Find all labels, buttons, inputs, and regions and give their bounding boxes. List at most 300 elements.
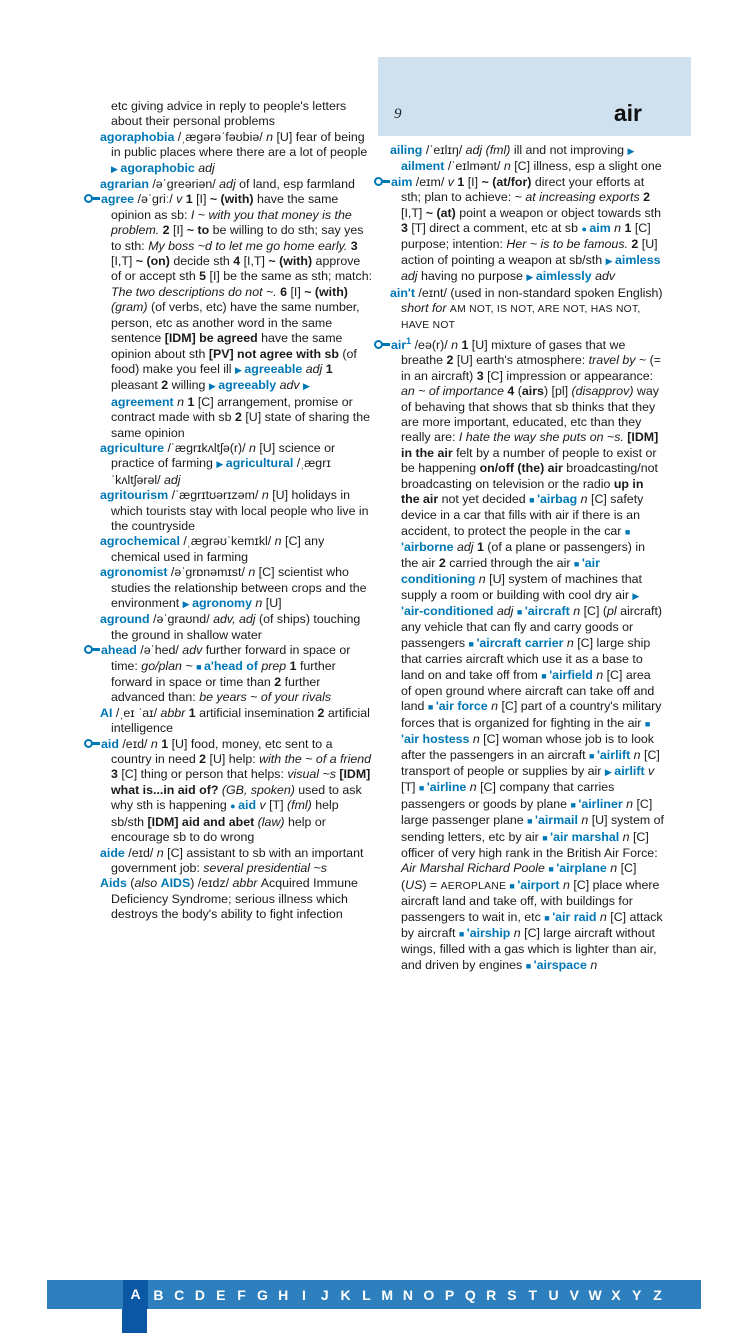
text-run: /eɪd/ <box>122 736 151 751</box>
bullet-icon: ● <box>581 224 590 235</box>
headword: aground <box>100 612 153 627</box>
text-run: 4 <box>507 384 518 399</box>
text-run: have the same opinion about sth <box>111 331 343 361</box>
text-run: n <box>614 221 625 236</box>
alphabet-letter-n[interactable]: N <box>402 1286 414 1303</box>
text-run: ailment <box>401 159 448 174</box>
text-run: felt by a number of people to exist or be happening <box>401 445 657 476</box>
text-run: (law) <box>257 814 288 829</box>
entry-agree <box>100 192 374 441</box>
text-run: 1 <box>325 361 333 376</box>
entry-aground <box>100 612 374 643</box>
text-run: (of a plane or passengers) in the air <box>401 540 646 570</box>
text-run: 'air conditioning <box>401 555 600 587</box>
text-run: 1 <box>185 192 197 207</box>
text-run: 2 <box>234 410 246 425</box>
alphabet-letter-g[interactable]: G <box>256 1286 268 1303</box>
text-run: AM NOT, IS NOT, ARE NOT, HAS NOT, HAVE NOT <box>401 304 641 332</box>
text-run: [C] ( <box>583 603 607 618</box>
thumb-tab-a <box>122 1309 147 1333</box>
text-run: [U] earth's atmosphere: <box>456 353 589 368</box>
text-run: adj <box>198 160 215 175</box>
text-run: /əˈɡraʊnd/ <box>153 612 214 627</box>
entry-aid <box>100 737 374 846</box>
text-run: n <box>626 796 637 811</box>
entry-aids <box>100 876 374 922</box>
text-run: n <box>150 736 162 751</box>
text-run: 1 <box>461 338 472 352</box>
text-run: up in the air <box>401 476 644 507</box>
text-run: ~ (with) <box>268 254 316 269</box>
entry-aim <box>390 175 664 286</box>
square-icon: ■ <box>529 495 538 506</box>
bullet-icon: ● <box>230 801 239 812</box>
alphabet-letter-p[interactable]: P <box>444 1286 455 1303</box>
text-run: /ˈæɡrɪtʊərɪzəm/ <box>171 488 262 503</box>
text-run: n <box>249 440 260 455</box>
text-run: direct your efforts at sth; plan to achieve: <box>401 174 645 205</box>
text-run: abbr <box>232 876 261 891</box>
headword: ahead <box>101 643 141 658</box>
text-run: [C] officer of very high rank in the British Air Force: <box>401 829 658 860</box>
text-run: /eɪm/ <box>415 174 448 189</box>
text-run: agreeable <box>244 361 306 376</box>
entry-agrochemical <box>100 534 374 565</box>
square-icon: ■ <box>527 816 535 827</box>
text-run: airs <box>521 384 544 399</box>
text-run: n <box>156 845 168 860</box>
alphabet-letter-d[interactable]: D <box>194 1286 206 1303</box>
text-run: n <box>274 534 286 549</box>
text-run: [IDM] what is...in aid of? <box>111 767 371 797</box>
text-run: (disapprov) <box>571 384 637 399</box>
text-run: aid <box>238 798 260 813</box>
page-number: 9 <box>394 106 402 122</box>
alphabet-letter-v[interactable]: V <box>569 1286 579 1303</box>
text-run: 'airliner <box>578 796 627 811</box>
text-run: adj <box>401 269 421 284</box>
triangle-icon: ▶ <box>604 766 615 777</box>
text-run: agreement <box>111 394 178 409</box>
text-run: [C] transport of people or supplies by air <box>401 747 660 778</box>
headword: aid <box>101 736 123 751</box>
text-run: (GB, spoken) <box>221 782 299 797</box>
square-icon: ■ <box>418 783 427 794</box>
square-icon: ■ <box>624 526 631 537</box>
text-run: 3 <box>111 767 122 782</box>
text-run: agreeably <box>218 378 280 393</box>
text-run: 'airlift <box>596 747 634 762</box>
text-run: adv, adj <box>213 612 259 627</box>
text-run: not yet decided <box>441 492 530 507</box>
text-run: [C] place where aircraft land and take off, with buildings for passengers to wait in, etc <box>401 877 660 924</box>
text-run: Acquired Immune Deficiency Syndrome; serious illness which destroys the body's ability to fight infection <box>111 876 358 922</box>
text-run: 2 <box>643 190 651 205</box>
text-run: prep <box>261 658 290 673</box>
text-run: 1 <box>476 540 488 555</box>
text-run: [IDM] in the air <box>401 430 659 460</box>
text-run: aimlessly <box>535 269 596 284</box>
alphabet-letter-r[interactable]: R <box>486 1286 497 1303</box>
headword: agrarian <box>100 177 153 192</box>
text-run: 'airborne <box>401 540 457 555</box>
text-run: aim <box>589 221 615 236</box>
text-run: [C] arrangement, promise or contract made with sb <box>111 394 353 425</box>
text-run: [IDM] be agreed <box>164 331 262 346</box>
text-run: /eɪnt/ (used in non-standard spoken English) <box>418 285 663 300</box>
triangle-icon: ▶ <box>632 590 640 601</box>
text-run: AEROPLANE <box>440 880 510 892</box>
headword: agriculture <box>100 440 168 455</box>
text-run: ~ (on) <box>135 254 174 269</box>
text-run: [C] purpose; intention: <box>401 221 651 252</box>
entry-ailing <box>390 143 664 175</box>
square-icon: ■ <box>427 702 436 713</box>
text-run: (gram) <box>111 300 151 315</box>
text-run: used to ask why sth is happening <box>111 782 362 813</box>
text-run: 2 <box>274 675 285 690</box>
entry-agriculture <box>100 441 374 488</box>
headword: agoraphobia <box>100 129 178 144</box>
text-run: n <box>581 813 592 828</box>
text-run: ~ (with) <box>304 284 348 299</box>
text-run: ill and not improving <box>513 143 628 157</box>
text-run: 3 <box>476 368 488 383</box>
text-run: The two descriptions do not ~. <box>111 284 281 299</box>
text-run: /əˈhed/ <box>140 643 183 658</box>
headword: agronomist <box>100 565 171 580</box>
text-run: I hate the way she puts on ~s. <box>458 430 628 445</box>
text-run: short for <box>401 301 450 316</box>
text-run: [IDM] aid and abet <box>147 814 258 829</box>
text-run: [C] woman whose job is to look after the passengers in an aircraft <box>401 732 654 762</box>
alphabet-letter-j[interactable]: J <box>320 1286 329 1303</box>
text-run: [PV] not agree with sb <box>208 346 343 361</box>
text-run: n <box>580 492 591 507</box>
triangle-icon: ▶ <box>234 364 245 375</box>
homograph-number: 1 <box>406 335 412 346</box>
text-run: (fml) <box>485 143 514 157</box>
entry-air <box>390 334 664 974</box>
text-run: [C] large passenger plane <box>401 796 653 828</box>
text-run: [I] <box>196 192 210 207</box>
text-run: [U] holidays in which tourists stay with local people who live in the countryside <box>111 488 369 533</box>
text-run: /ˌæɡrɪˈkʌltʃərəl/ <box>111 456 331 487</box>
entry-agronomist <box>100 565 374 612</box>
text-run: ( <box>517 384 522 399</box>
text-run: [C] part of a country's military forces that is organized for fighting in the air <box>401 699 662 730</box>
triangle-icon: ▶ <box>182 599 193 609</box>
alphabet-letter-x[interactable]: X <box>611 1286 621 1303</box>
text-run: 'airplane <box>556 861 611 876</box>
alphabet-letter-h[interactable]: H <box>278 1286 289 1303</box>
alphabet-letter-e[interactable]: E <box>216 1286 226 1303</box>
text-run: 'air-conditioned <box>401 603 497 618</box>
text-run: 4 <box>233 254 244 269</box>
text-run: 1 <box>457 174 468 189</box>
square-icon: ■ <box>196 661 205 672</box>
text-run: [C] area of open ground where aircraft can take off and land <box>401 667 655 714</box>
text-run: agronomy <box>192 596 256 610</box>
text-run: n <box>451 338 462 352</box>
text-run: 5 <box>199 269 210 284</box>
alphabet-letter-o[interactable]: O <box>423 1286 435 1303</box>
text-run: 2 <box>446 353 457 368</box>
headword: aim <box>391 174 416 189</box>
text-run: 1 <box>187 394 198 409</box>
text-run: aimless <box>615 252 661 267</box>
text-run: ) = <box>422 877 441 892</box>
alphabet-letter-s[interactable]: S <box>507 1286 517 1303</box>
text-run: [I] be the same as sth; match: <box>209 269 373 284</box>
entry-aint <box>390 286 664 334</box>
text-run: 3 <box>350 238 358 253</box>
text-run: n <box>566 635 578 650</box>
entry-agoraphobia <box>100 130 374 177</box>
headword: Aids <box>100 876 131 891</box>
text-run: n <box>478 572 490 587</box>
text-run: with the ~ of a friend <box>259 752 372 767</box>
square-icon: ■ <box>570 799 579 810</box>
text-run: [T] <box>401 780 419 795</box>
text-run: v <box>648 763 655 778</box>
headword: AIDS <box>160 876 191 891</box>
text-run: ~ (at) <box>425 205 460 220</box>
square-icon: ■ <box>548 864 557 875</box>
text-run: [C] ( <box>401 861 637 892</box>
text-run: [U] state of sharing the same opinion <box>111 410 370 440</box>
text-run: decide sth <box>173 254 234 269</box>
text-run: [U] help: <box>209 752 260 767</box>
text-run: [U] fear of being in public places where there are a lot of people <box>111 129 368 160</box>
alphabet-letter-k[interactable]: K <box>340 1286 351 1303</box>
text-run: way of behaving that shows that sb thinks that they are more important, educated, etc than they really are: <box>401 384 659 445</box>
text-run: be years ~ of your rivals <box>199 690 332 705</box>
text-run: pleasant <box>111 378 162 393</box>
text-run: [C] safety device in a car that fills with air if there is an accident, to protect the people in the car <box>401 492 644 538</box>
square-icon: ■ <box>525 960 534 971</box>
text-run: adv <box>595 269 616 284</box>
text-run: have the same opinion as sb: <box>111 192 339 222</box>
triangle-icon: ▶ <box>526 272 536 283</box>
square-icon: ■ <box>644 718 651 729</box>
text-run: ) /eɪdz/ <box>190 876 233 891</box>
alphabet-letter-q[interactable]: Q <box>464 1286 476 1303</box>
text-run: n <box>590 957 598 972</box>
alphabet-letter-i[interactable]: I <box>302 1286 306 1303</box>
text-run: n <box>177 394 188 409</box>
text-run: /ˌæɡərəˈfəʊbiə/ <box>177 129 267 144</box>
text-run: 'air force <box>435 699 492 714</box>
text-run: 'airship <box>466 926 514 941</box>
text-run: [I,T] <box>243 254 269 269</box>
text-run: [U] food, money, etc sent to a country in need <box>111 736 333 767</box>
text-run: /eɪd/ <box>128 845 157 860</box>
triangle-icon: ▶ <box>302 381 310 392</box>
entry-ai <box>100 706 374 737</box>
text-run: abbr <box>160 705 189 720</box>
column-left <box>100 99 374 923</box>
text-run: Air Marshal Richard Poole <box>401 861 549 876</box>
text-run: [I,T] <box>401 205 426 220</box>
text-run: v <box>176 192 186 207</box>
text-run: n <box>573 603 584 618</box>
entry-agritourism <box>100 488 374 534</box>
square-icon: ■ <box>541 670 550 681</box>
text-run: [C] thing or person that helps: <box>121 767 288 782</box>
square-icon: ■ <box>458 929 467 940</box>
text-run: be willing to do sth; say yes to sth: <box>111 223 364 253</box>
entry-ahead <box>100 643 374 706</box>
text-run: /ˈeɪlɪŋ/ <box>425 143 466 157</box>
headword: aide <box>100 845 129 860</box>
text-run: willing <box>171 378 209 393</box>
text-run: adj <box>164 472 181 487</box>
triangle-icon: ▶ <box>208 381 219 392</box>
square-icon: ■ <box>509 880 518 891</box>
text-run: [I,T] <box>111 254 136 269</box>
text-run: [I] <box>173 223 187 238</box>
text-run: 'aircraft <box>524 603 574 618</box>
alphabet-letter-t[interactable]: T <box>528 1286 538 1303</box>
text-run: a'head of <box>204 658 262 673</box>
text-run: ~ to <box>186 223 213 238</box>
text-run: artificial intelligence <box>111 705 370 736</box>
text-run: n <box>255 596 266 610</box>
alphabet-letter-b[interactable]: B <box>153 1286 164 1303</box>
text-run: [I] <box>467 174 482 189</box>
text-run: ~ (at/for) <box>481 174 535 189</box>
text-run: My boss ~d to let me go home early. <box>148 238 351 253</box>
text-run: 1 <box>289 658 300 673</box>
oxford-key-icon <box>374 177 391 187</box>
alphabet-letter-m[interactable]: M <box>381 1286 393 1303</box>
text-run: 'airspace <box>533 957 591 972</box>
text-run: n <box>563 877 574 892</box>
alphabet-letter-l[interactable]: L <box>362 1286 371 1303</box>
text-run: 2 <box>161 378 172 393</box>
text-run: aircraft) any vehicle that can fly and carry goods or passengers <box>401 603 663 650</box>
text-run: approve of or accept sth <box>111 254 361 284</box>
alphabet-letter-z[interactable]: Z <box>653 1286 662 1303</box>
text-run: [U] <box>265 596 282 610</box>
alphabet-letter-a[interactable]: A <box>123 1280 148 1309</box>
square-icon: ■ <box>516 606 525 617</box>
text-run: 1 <box>188 705 200 720</box>
alphabet-letter-f[interactable]: F <box>237 1286 246 1303</box>
text-run: go/plan ~ <box>141 658 197 673</box>
text-run: n <box>472 732 484 747</box>
alphabet-letter-y[interactable]: Y <box>632 1286 642 1303</box>
text-run: ~ at increasing exports <box>514 190 644 205</box>
alphabet-letter-w[interactable]: W <box>588 1286 602 1303</box>
text-run: 2 <box>162 223 173 238</box>
guide-word: air <box>613 100 642 126</box>
text-run: carried through the air <box>449 555 574 570</box>
text-run: adj <box>465 143 486 157</box>
text-run: /əˈɡriː/ <box>137 192 177 207</box>
text-run: (of food) make you feel ill <box>111 346 357 376</box>
text-run: adv <box>279 378 303 393</box>
text-run: US <box>405 877 423 892</box>
headword: agrochemical <box>100 534 184 549</box>
text-run: Her ~ is to be famous. <box>506 237 632 252</box>
text-run: n <box>469 780 481 795</box>
text-run: adj <box>496 603 517 618</box>
text-run: /ˈæɡrɪkʌltʃə(r)/ <box>167 440 249 455</box>
triangle-icon: ▶ <box>627 146 635 156</box>
page-header <box>378 57 691 136</box>
oxford-key-icon <box>84 739 101 749</box>
text-run: broadcasting/not broadcasting on television or the radio <box>401 461 658 491</box>
text-run: I ~ with you that money is the problem. <box>111 207 352 238</box>
column-right <box>390 143 664 974</box>
text-run: 2 <box>438 555 450 570</box>
headword: agree <box>101 192 138 207</box>
text-run: v <box>447 174 458 189</box>
alphabet-letter-c[interactable]: C <box>174 1286 185 1303</box>
text-run: ( <box>130 876 135 891</box>
text-run: 'air raid <box>552 909 600 924</box>
text-run: adv <box>182 643 206 658</box>
text-run: 2 <box>199 752 210 767</box>
text-run: 1 <box>624 221 635 236</box>
text-run: [C] impression or appearance: <box>487 368 654 383</box>
text-run: (fml) <box>287 798 316 813</box>
text-run: ~ (with) <box>209 192 257 207</box>
text-run: adj <box>456 540 477 555</box>
text-run: /ˈeɪlmənt/ <box>447 159 504 174</box>
text-run: of land, esp farmland <box>239 177 355 192</box>
square-icon: ■ <box>468 638 477 649</box>
text-run: agricultural <box>225 456 297 471</box>
text-run: artificial insemination <box>199 705 318 720</box>
text-run: [C] large aircraft without wings, filled with a gas which is lighter than air, and driven by engines <box>401 926 657 972</box>
text-run: 'airbag <box>537 492 581 507</box>
text-run: 'air hostess <box>401 732 473 747</box>
text-run: n <box>596 667 607 682</box>
oxford-key-icon <box>374 340 391 350</box>
text-run: 'airline <box>426 780 470 795</box>
text-run: n <box>491 699 502 714</box>
triangle-icon: ▶ <box>111 163 121 174</box>
text-run: 'aircraft carrier <box>476 635 567 650</box>
text-run: 'air marshal <box>550 829 623 844</box>
text-run: point a weapon or object towards sth <box>459 205 662 220</box>
text-run: help sb/sth <box>111 798 339 829</box>
text-run: (of ships) touching the ground in shallow water <box>111 612 361 642</box>
headword: ain't <box>390 285 419 300</box>
headword: agritourism <box>100 488 172 503</box>
text-run: /ˌæɡrəʊˈkemɪkl/ <box>183 534 275 549</box>
text-run: [T] <box>269 798 288 813</box>
text-run: 'airfield <box>549 667 597 682</box>
alphabet-letter-u[interactable]: U <box>548 1286 559 1303</box>
text-run: etc giving advice in reply to people's letters about their personal problems <box>111 99 347 129</box>
text-run: [U] system of machines that supply a room or building with cool dry air <box>401 572 642 602</box>
text-run: 3 <box>401 221 412 236</box>
text-run: n <box>633 747 644 762</box>
headword: AI <box>100 705 116 720</box>
text-run: further forward in space or time: <box>111 643 351 673</box>
text-run: n <box>599 909 611 924</box>
text-run: further advanced than: <box>111 675 321 705</box>
text-run: /ˌeɪ ˈaɪ/ <box>115 705 161 720</box>
text-run: n <box>266 129 277 144</box>
text-run: visual ~s <box>287 767 340 782</box>
text-run: n <box>610 861 621 876</box>
entry-continuation <box>100 99 374 130</box>
